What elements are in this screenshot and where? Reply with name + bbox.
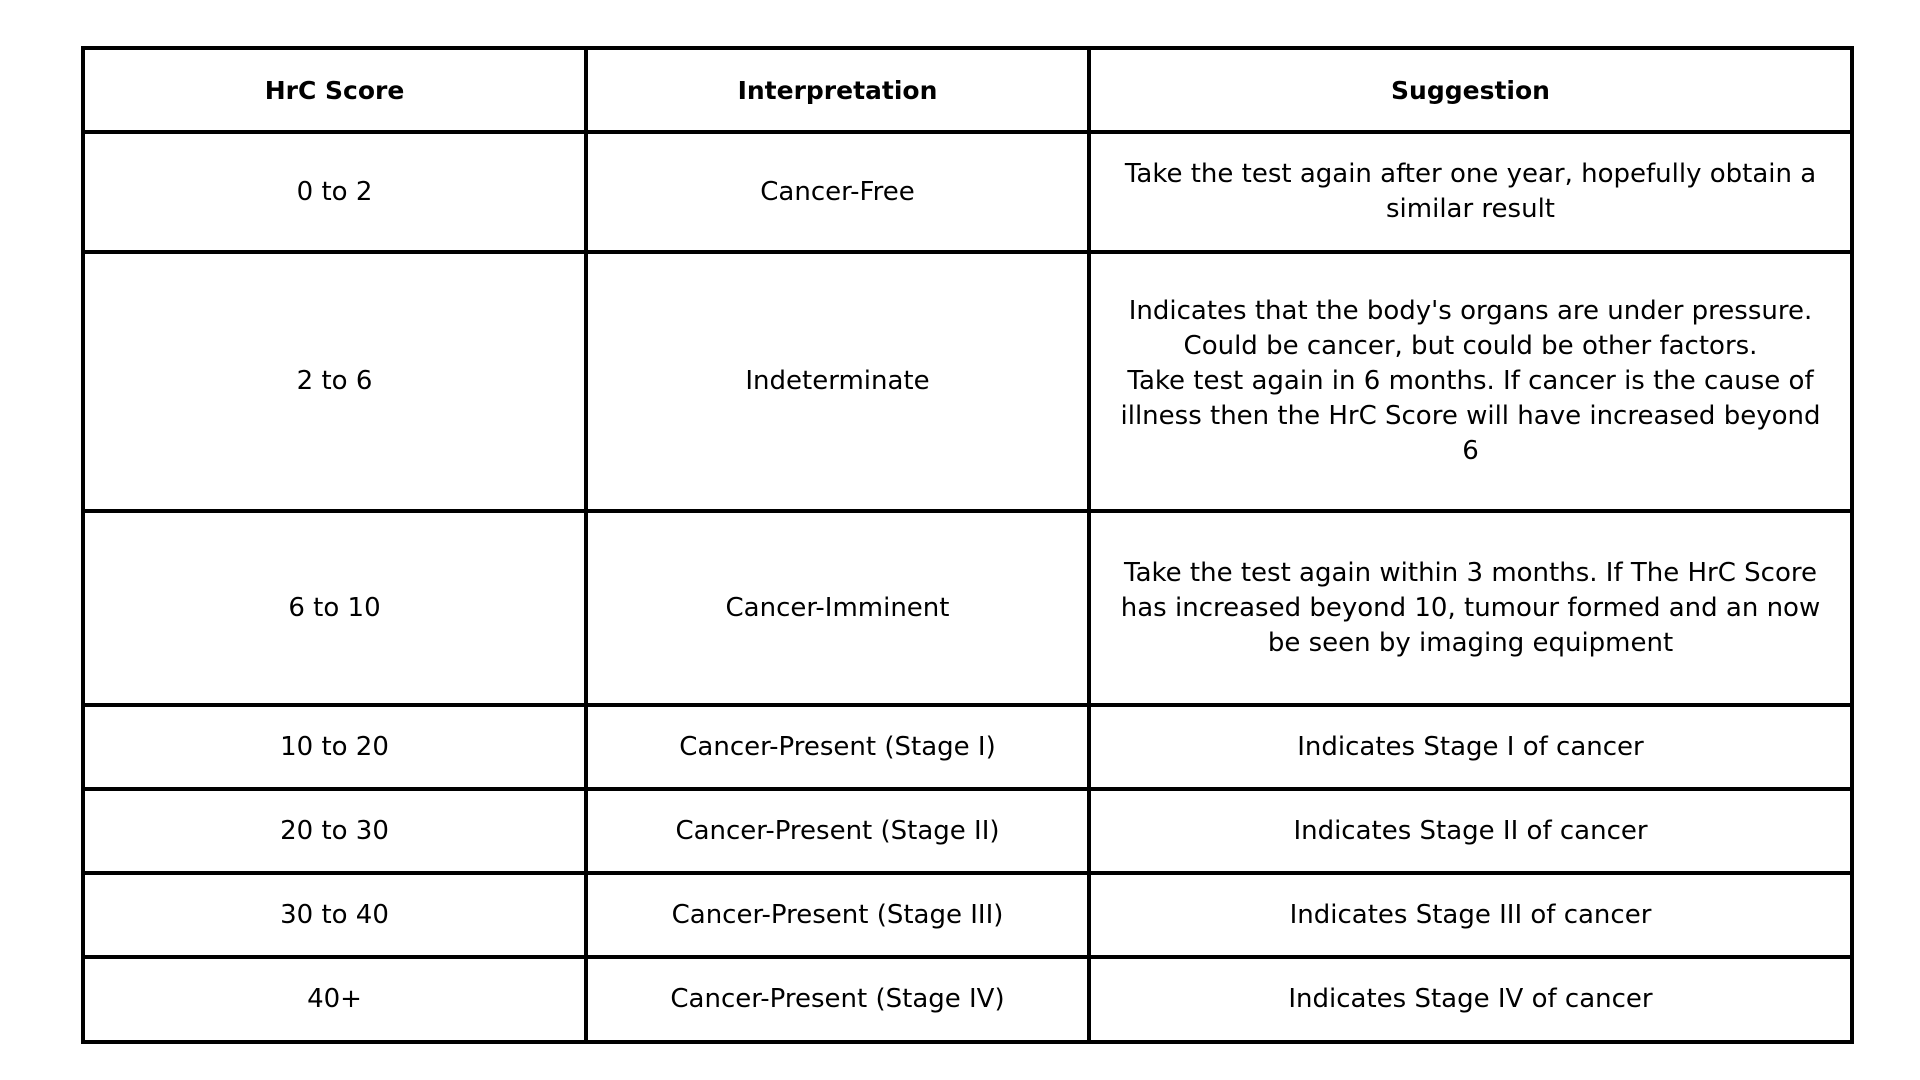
suggestion-cell [1089,132,1852,252]
score-cell: 6 to 10 [83,511,586,705]
suggestion-text: Indicates Stage III of cancer [1289,899,1652,930]
interpretation-cell: Cancer-Present (Stage II) [586,789,1089,873]
suggestion-cell [1089,511,1852,705]
table-row [83,132,1852,252]
table-row [83,705,1852,789]
score-cell: 20 to 30 [83,789,586,873]
suggestion-cell [1089,957,1852,1042]
score-cell: 30 to 40 [83,873,586,957]
table-row [83,252,1852,511]
score-cell: 2 to 6 [83,252,586,511]
suggestion-cell [1089,873,1852,957]
suggestion-cell [1089,789,1852,873]
suggestion-text: Take the test again within 3 months. If The HrC Score has increased beyond 10, tumour formed and an now be seen by imaging equipment [1120,557,1821,658]
suggestion-text: Indicates Stage I of cancer [1297,731,1644,762]
table-row [83,873,1852,957]
interpretation-cell: Cancer-Imminent [586,511,1089,705]
hrc-score-table [81,46,1854,1044]
interpretation-cell: Cancer-Present (Stage III) [586,873,1089,957]
interpretation-cell: Cancer-Free [586,132,1089,252]
score-cell: 0 to 2 [83,132,586,252]
table-row [83,511,1852,705]
suggestion-text: Could be cancer, but could be other factors. [1183,331,1758,361]
score-cell: 40+ [83,957,586,1042]
suggestion-text: Indicates that the body's organs are under pressure. [1128,296,1813,326]
header-hrc-score: HrC Score [83,48,586,132]
score-cell: 10 to 20 [83,705,586,789]
interpretation-cell: Cancer-Present (Stage IV) [586,957,1089,1042]
suggestion-text: Indicates Stage II of cancer [1293,815,1648,846]
suggestion-cell [1089,705,1852,789]
header-suggestion: Suggestion [1089,48,1852,132]
table-header-row [83,48,1852,132]
table-row [83,957,1852,1042]
interpretation-cell: Indeterminate [586,252,1089,511]
suggestion-cell [1089,252,1852,511]
suggestion-text: Take the test again after one year, hopefully obtain a similar result [1124,159,1817,224]
interpretation-cell: Cancer-Present (Stage I) [586,705,1089,789]
suggestion-text: Take test again in 6 months. If cancer is the cause of illness then the HrC Score will have increased beyond 6 [1120,366,1821,466]
table-row [83,789,1852,873]
suggestion-text: Indicates Stage IV of cancer [1288,984,1653,1014]
header-interpretation: Interpretation [586,48,1089,132]
